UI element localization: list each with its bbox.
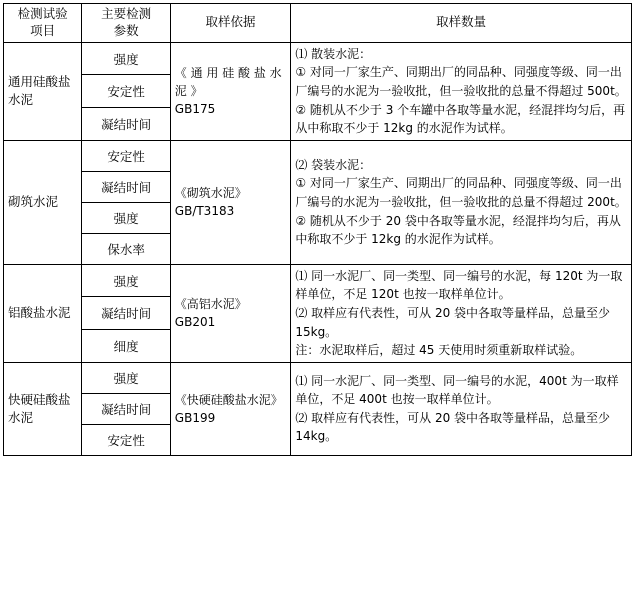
column-header-sampling-basis: 取样依据 [170,4,291,43]
sampling-requirements-table [3,3,632,456]
column-header-main-parameters-line1: 主要检测 [101,6,152,21]
table-header-row [4,4,632,43]
cell-test-item: 铝酸盐水泥 [4,264,82,362]
cell-sampling-quantity [291,362,632,455]
quantity-paragraph: ⑵ 取样应有代表性，可从 20 袋中各取等量样品，总量至少 14kg。 [295,410,611,444]
basis-standard-code: GB201 [174,315,216,330]
quantity-paragraph: ② 随机从不少于 3 个车罐中各取等量水泥，经混拌均匀后，再从中称取不少于 12kg 的水泥作为试样。 [295,102,626,136]
basis-standard-name: 《高铝水泥》 [174,297,247,312]
quantity-paragraph: ① 对同一厂家生产、同期出厂的同品种、同强度等级、同一出厂编号的水泥为一验收批，但一验收批的总量不得超过 500t。 [295,65,627,98]
cell-parameter: 凝结时间 [82,171,170,202]
basis-standard-name: 《快硬硅酸盐水泥》 [174,392,283,407]
cell-parameter: 强度 [82,362,170,393]
table-row [4,140,632,171]
table-row [4,264,632,297]
quantity-paragraph: ② 随机从不少于 20 袋中各取等量水泥，经混拌均匀后，再从中称取不少于 12kg 的水泥作为试样。 [295,213,621,247]
table-row [4,42,632,75]
column-header-main-parameters-line2: 参数 [113,22,139,38]
cell-parameter: 凝结时间 [82,108,170,141]
quantity-paragraph: ⑵ 袋装水泥： [295,157,372,172]
basis-standard-code: GB175 [174,102,216,117]
cell-parameter: 强度 [82,264,170,297]
column-header-test-item-line2: 项目 [30,22,56,38]
quantity-paragraph: ⑴ 散装水泥： [295,46,372,61]
cell-parameter: 凝结时间 [82,393,170,424]
cell-sampling-quantity [291,264,632,362]
quantity-paragraph: ⑴ 同一水泥厂、同一类型、同一编号的水泥，每 120t 为一取样单位，不足 120t 也按一取样单位计。 [295,268,623,302]
cell-sampling-basis [170,264,291,362]
quantity-paragraph: 注：水泥取样后，超过 45 天使用时须重新取样试验。 [295,343,583,358]
cell-test-item: 砌筑水泥 [4,140,82,264]
column-header-main-parameters [82,4,170,43]
basis-standard-name: 《 通 用 硅 酸 盐 水 泥 》 [174,66,282,99]
table-header [4,4,632,43]
cell-parameter: 凝结时间 [82,297,170,330]
cell-parameter: 强度 [82,42,170,75]
cell-parameter: 保水率 [82,233,170,264]
quantity-paragraph: ⑵ 取样应有代表性，可从 20 袋中各取等量样品，总量至少 15kg。 [295,305,611,339]
cell-parameter: 细度 [82,330,170,363]
cell-parameter: 安定性 [82,75,170,108]
cell-sampling-quantity [291,140,632,264]
quantity-paragraph: ⑴ 同一水泥厂、同一类型、同一编号的水泥，400t 为一取样单位，不足 400t 也按一取样单位计。 [295,373,619,407]
cell-sampling-quantity [291,42,632,140]
cell-parameter: 安定性 [82,140,170,171]
cell-test-item: 快硬硅酸盐水泥 [4,362,82,455]
cell-sampling-basis [170,140,291,264]
cell-sampling-basis [170,362,291,455]
basis-standard-name: 《砌筑水泥》 [174,186,247,201]
quantity-paragraph: ① 对同一厂家生产、同期出厂的同品种、同强度等级、同一出厂编号的水泥为一验收批，但一验收批的总量不得超过 200t。 [295,176,627,209]
cell-sampling-basis [170,42,291,140]
cell-test-item: 通用硅酸盐水泥 [4,42,82,140]
basis-standard-code: GB199 [174,410,216,425]
basis-standard-code: GB/T3183 [174,204,235,219]
column-header-test-item [4,4,82,43]
cell-parameter: 安定性 [82,424,170,455]
table-body [4,42,632,455]
table-row [4,362,632,393]
column-header-sampling-quantity: 取样数量 [291,4,632,43]
cell-parameter: 强度 [82,202,170,233]
column-header-test-item-line1: 检测试验 [17,6,68,21]
